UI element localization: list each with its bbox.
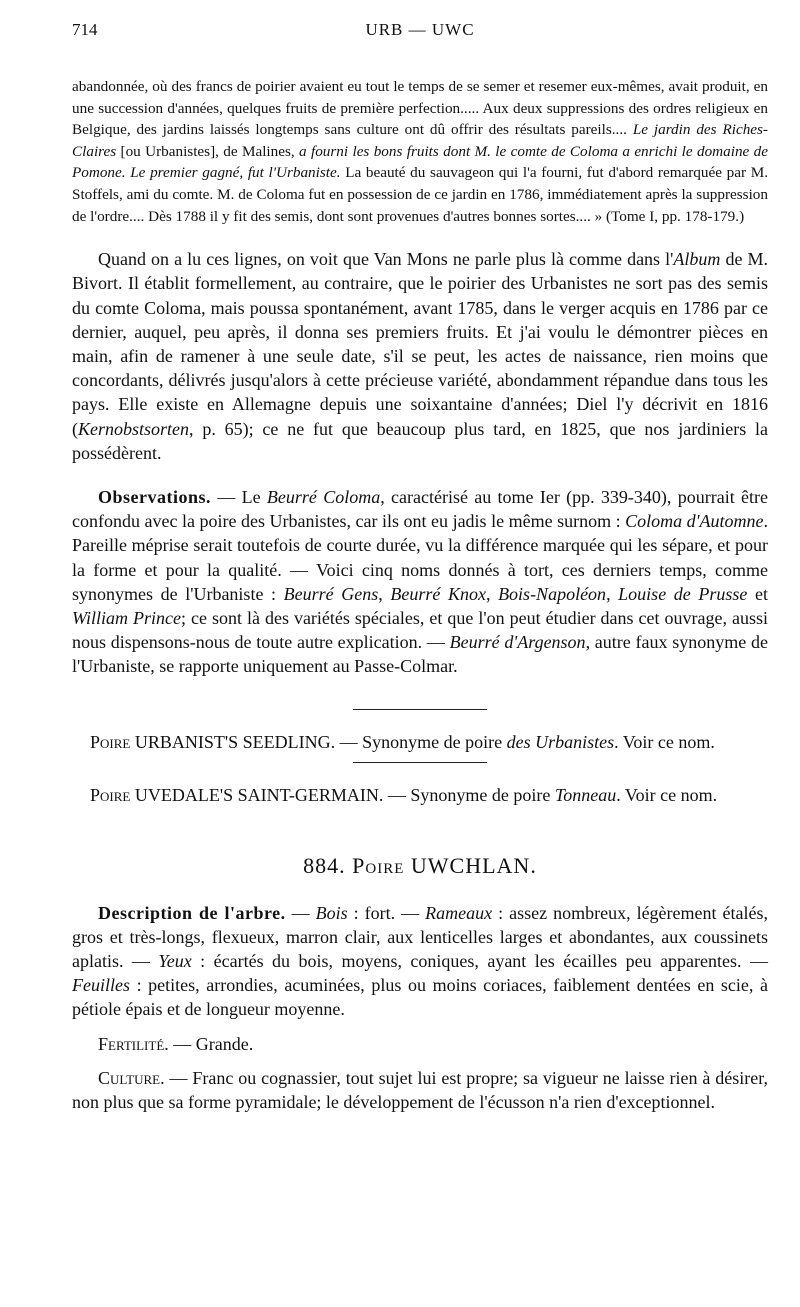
section-variety-name: UWCHLAN. [410, 852, 537, 878]
text-run: . Voir ce nom. [616, 784, 718, 805]
page-number: 714 [72, 20, 98, 39]
text-run: abandonnée, où des francs de poirier avaient eu tout le temps de se semer et resemer eux-mêmes, avait produit, en une succession d'années, quelques fruits de première perfection..... Aux deux suppressions des ordres religieux en Belgique, des jardins laissés longtemps sans culture ont dû offrir des résultats pareils.... [72, 78, 768, 139]
text-run: de M. Bivort. Il établit formellement, au contraire, que le poirier des Urbanistes ne sort pas des semis du comte Coloma, mais poussa spontanément, avant 1785, dans le verger acquis en 1786 par ce dernier, auquel, peu après, il donna ses premiers fruits. Et j'ai voulu le démontrer pièces en main, afin de ramener à une seule date, s'il se peut, les actes de naissance, rien moins que concordants, délivrés jusqu'alors à cette précieuse variété, abondamment répandue dans tous les pays. Elle existe en Allemagne depuis une soixantaine d'années; Diel l'y décrivit en 1816 ( [72, 249, 768, 439]
divider-rule [353, 709, 487, 710]
italic-text: Tonneau [554, 784, 617, 805]
italic-text: Le jardin des Riches-Claires [72, 121, 768, 160]
italic-text: des Urbanistes [506, 731, 615, 752]
italic-text: Beurré Knox [390, 583, 486, 604]
text-run: , [485, 583, 499, 604]
text-run: La beauté du sauvageon qui l'a fourni, fut d'abord remarquée par M. Stoffels, ami du comte. M. de Coloma fut en possession de ce jardin en 1786, immédiatement après la suppression de l'ordre.... Dès 1788 il y fit des semis, dont sont provenues d'autres bonnes sortes.... » (Tome I, pp. 178-179.) [72, 164, 768, 225]
text-run: : petites, arrondies, acuminées, plus ou moins coriaces, faiblement dentées en scie, à pétiole épais et de longueur moyenne. [72, 975, 768, 1020]
text-run: et [747, 583, 768, 604]
culture-paragraph [72, 1066, 768, 1114]
commentary-paragraph [72, 247, 768, 465]
running-header [72, 14, 768, 54]
text-run: , [378, 583, 391, 604]
text-run: UVEDALE'S SAINT-GERMAIN. — Synonyme de poire [130, 784, 555, 805]
italic-text: William Prince [72, 608, 181, 628]
text-run: , p. 65); ce ne fut que beaucoup plus tard, en 1825, que nos jardiniers la possédèrent. [72, 418, 768, 463]
text-run: [ou Urbanistes], de Malines, [116, 142, 300, 160]
italic-text: a fourni les bons fruits dont M. le comte de Coloma a enrichi le domaine de Pomone. Le premier gagné, fut l'Urbaniste. [72, 142, 768, 182]
small-caps-label: Fertilité. [98, 1033, 169, 1054]
italic-text: Louise de Prusse [618, 583, 748, 604]
text-run: — Franc ou cognassier, tout sujet lui est propre; sa vigueur ne laisse rien à désirer, non plus que sa forme pyramidale; le développement de l'écusson n'a rien d'exceptionnel. [72, 1067, 768, 1113]
italic-text: Bois [315, 902, 348, 923]
fertilite-paragraph [72, 1032, 768, 1056]
bold-run-in-heading: Description de l'arbre. [98, 902, 286, 923]
italic-text: Beurré Gens [283, 583, 379, 604]
section-prefix: Poire [352, 852, 405, 878]
text-run: : fort. — [347, 902, 426, 923]
observations-paragraph [72, 485, 768, 679]
description-paragraph [72, 901, 768, 1022]
text-run: , [606, 583, 619, 604]
italic-text: Beurré d'Argenson [449, 632, 586, 653]
italic-text: Beurré Coloma [266, 486, 381, 507]
text-run: — [285, 902, 316, 923]
text-run: . Voir ce nom. [614, 731, 715, 752]
italic-text: Feuilles [72, 975, 130, 996]
small-caps-label: Poire [90, 784, 131, 805]
bold-run-in-heading: Observations. [98, 486, 212, 507]
italic-text: Yeux [158, 951, 192, 972]
text-run: — Grande. [168, 1033, 254, 1054]
text-run: Quand on a lu ces lignes, on voit que Van Mons ne parle plus là comme dans l' [98, 249, 674, 270]
text-run: : écartés du bois, moyens, coniques, ayant les écailles peu apparentes. — [191, 951, 768, 972]
text-run: — Le [211, 486, 267, 507]
text-run: , autre faux synonyme de l'Urbaniste, se rapporte uniquement au Passe-Colmar. [72, 632, 768, 677]
italic-text: Album [673, 249, 721, 270]
text-run: . Pareille méprise serait toutefois de courte durée, vu la différence marquée qui les sépare, et pour la forme et pour la qualité. — Voici cinq noms donnés à tort, ces derniers temps, comme synonymes de l'Urbaniste : [72, 511, 768, 604]
section-number: 884. [303, 852, 346, 878]
text-run: : assez nombreux, légèrement étalés, gros et très-longs, flexueux, marron clair, aux lenticelles larges et abondantes, aux coussinets aplatis. — [72, 902, 768, 972]
text-run: ; ce sont là des variétés spéciales, et que l'on peut étudier dans cet ouvrage, aussi nous dispensons-nous de toute autre explication. — [72, 608, 768, 653]
italic-text: Rameaux [425, 902, 493, 923]
entry-urbanists-seedling [72, 730, 768, 754]
divider-rule [353, 762, 487, 763]
running-title: URB — UWC [365, 20, 475, 39]
entry-uvedales-saint-germain [72, 783, 768, 807]
section-heading [72, 853, 768, 879]
quote-continuation-paragraph [72, 76, 768, 227]
small-caps-label: Culture. [98, 1067, 165, 1088]
italic-text: Kernobstsorten [78, 418, 190, 439]
italic-text: Bois-Napoléon [498, 583, 607, 604]
text-run: URBANIST'S SEEDLING. — Synonyme de poire [130, 731, 507, 752]
text-run: , caractérisé au tome Ier (pp. 339-340), pourrait être confondu avec la poire des Urbanistes, car ils ont eu jadis le même surnom : [72, 486, 768, 532]
small-caps-label: Poire [90, 731, 131, 752]
document-page [72, 14, 768, 1114]
italic-text: Coloma d'Automne [625, 511, 764, 532]
